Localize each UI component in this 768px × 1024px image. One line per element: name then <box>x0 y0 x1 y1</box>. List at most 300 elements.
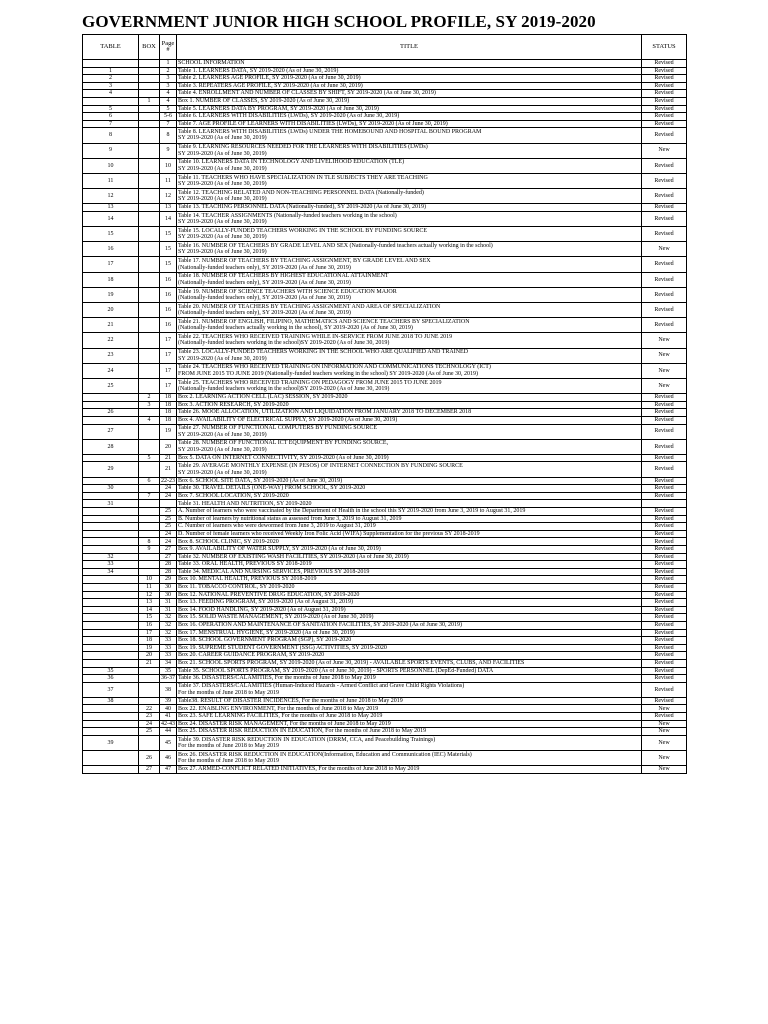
title-line: SY 2019-2020 (As of June 30, 2019) <box>178 196 267 203</box>
table-row <box>83 105 687 113</box>
cell-box-number: 10 <box>139 576 160 584</box>
cell-table-number: 10 <box>83 158 139 173</box>
table-row <box>83 158 687 173</box>
title-line: Table 10. LEARNERS DATA IN TECHNOLOGY AND LIVELIHOOD EDUCATION (TLE) <box>178 159 405 166</box>
title-line: Table 8. LEARNERS WITH DISABILITIES (LWDs) UNDER THE HOMEBOUND AND HOSPITAL BOUND PROGRAM <box>178 129 482 136</box>
table-row <box>83 462 687 477</box>
cell-status: Revised <box>642 659 687 667</box>
table-row <box>83 492 687 500</box>
cell-table-number <box>83 614 139 622</box>
cell-title <box>177 67 642 75</box>
title-line: Table 22. TEACHERS WHO RECEIVED TRAINING WHILE IN-SERVICE FROM JUNE 2018 TO JUNE 2019 <box>178 334 453 341</box>
table-row <box>83 652 687 660</box>
title-line: (Nationally-funded teachers working in the school)SY 2019-2020 (As of June 30, 2019) <box>178 386 390 393</box>
cell-status: Revised <box>642 621 687 629</box>
table-row <box>83 553 687 561</box>
title-line: Table 15. LOCALLY-FUNDED TEACHERS WORKING IN THE SCHOOL BY FUNDING SOURCE <box>178 227 428 234</box>
table-row <box>83 705 687 713</box>
cell-table-number: 29 <box>83 462 139 477</box>
cell-title <box>177 508 642 516</box>
cell-title <box>177 621 642 629</box>
cell-box-number: 3 <box>139 401 160 409</box>
cell-table-number: 7 <box>83 120 139 128</box>
cell-table-number <box>83 508 139 516</box>
cell-box-number: 12 <box>139 591 160 599</box>
cell-box-number: 20 <box>139 652 160 660</box>
table-row <box>83 67 687 75</box>
cell-title <box>177 728 642 736</box>
cell-status: Revised <box>642 318 687 333</box>
cell-box-number: 14 <box>139 606 160 614</box>
title-line: SY 2019-2020 (As of June 30, 2019) <box>178 135 267 142</box>
title-line: (Nationally-funded teachers actually working in the school), SY 2019-2020 (As of June 30, 2019) <box>178 325 413 332</box>
cell-table-number: 19 <box>83 287 139 302</box>
cell-table-number <box>83 477 139 485</box>
cell-title <box>177 90 642 98</box>
cell-page-number: 34 <box>160 659 177 667</box>
table-row <box>83 60 687 68</box>
table-row <box>83 97 687 105</box>
cell-box-number: 26 <box>139 751 160 766</box>
cell-title <box>177 189 642 204</box>
cell-box-number <box>139 697 160 705</box>
cell-box-number: 24 <box>139 720 160 728</box>
cell-status: Revised <box>642 667 687 675</box>
title-line: Table 29. AVERAGE MONTHLY EXPENSE (IN PESOS) OF INTERNET CONNECTION BY FUNDING SOURCE <box>178 463 463 470</box>
table-row <box>83 766 687 774</box>
table-row <box>83 189 687 204</box>
cell-title <box>177 614 642 622</box>
cell-box-number <box>139 363 160 378</box>
cell-table-number: 26 <box>83 409 139 417</box>
table-row <box>83 546 687 554</box>
cell-table-number: 16 <box>83 242 139 257</box>
cell-page-number: 41 <box>160 713 177 721</box>
cell-box-number: 18 <box>139 637 160 645</box>
cell-status: Revised <box>642 508 687 516</box>
title-line: Table 4. ENROLLMENT AND NUMBER OF CLASSES BY SHIFT, SY 2019-2020 (As of June 30, 2019) <box>178 90 436 97</box>
cell-page-number: 24 <box>160 530 177 538</box>
cell-title <box>177 333 642 348</box>
cell-page-number: 42-43 <box>161 720 175 727</box>
cell-status: Revised <box>642 409 687 417</box>
cell-table-number <box>83 576 139 584</box>
cell-title <box>177 720 642 728</box>
cell-box-number <box>139 553 160 561</box>
title-line: Table 37. DISASTERS/CALAMITIES (Human-Induced Hazards - Armed Conflict and Grave Child Rights Violations) <box>178 683 465 690</box>
cell-title <box>177 659 642 667</box>
cell-title <box>177 735 642 750</box>
cell-title <box>177 363 642 378</box>
table-row <box>83 621 687 629</box>
header-status: STATUS <box>642 35 687 60</box>
cell-status: Revised <box>642 128 687 143</box>
cell-status: Revised <box>642 424 687 439</box>
cell-box-number <box>139 257 160 272</box>
cell-status: Revised <box>642 546 687 554</box>
title-line: Table 13. TEACHING PERSONNEL DATA (Nationally-funded), SY 2019-2020 (As of June 30, 2019) <box>178 204 427 211</box>
table-row <box>83 523 687 531</box>
title-line: Table 9. LEARNING RESOURCES NEEDED FOR THE LEARNERS WITH DISABILITIES (LWDs) <box>178 144 428 151</box>
cell-box-number <box>139 508 160 516</box>
cell-title <box>177 705 642 713</box>
table-row <box>83 485 687 493</box>
cell-status: Revised <box>642 697 687 705</box>
cell-status: Revised <box>642 173 687 188</box>
title-line: SY 2019-2020 (As of June 30, 2019) <box>178 355 267 362</box>
cell-table-number: 23 <box>83 348 139 363</box>
cell-status: Revised <box>642 629 687 637</box>
cell-title <box>177 599 642 607</box>
table-row <box>83 333 687 348</box>
cell-title <box>177 113 642 121</box>
cell-table-number <box>83 454 139 462</box>
cell-table-number <box>83 523 139 531</box>
title-line: Table 18. NUMBER OF TEACHERS BY HIGHEST EDUCATIONAL ATTAINMENT <box>178 273 389 280</box>
cell-status: Revised <box>642 75 687 83</box>
cell-status: New <box>642 348 687 363</box>
cell-box-number: 5 <box>139 454 160 462</box>
cell-status: Revised <box>642 637 687 645</box>
cell-title <box>177 485 642 493</box>
cell-page-number: 15 <box>160 227 177 242</box>
title-line: Table 39. DISASTER RISK REDUCTION IN EDUCATION (DRRM, CCA, and Peacebuilding Trainings) <box>178 736 436 743</box>
title-line: Table 30. TRAVEL DETAILS (ONE-WAY) FROM SCHOOL, SY 2019-2020 <box>178 485 366 492</box>
cell-page-number: 33 <box>160 644 177 652</box>
title-line: Table 19. NUMBER OF SCIENCE TEACHERS WITH SCIENCE EDUCATION MAJOR <box>178 288 397 295</box>
cell-title <box>177 675 642 683</box>
cell-title <box>177 257 642 272</box>
header-title: TITLE <box>177 35 642 60</box>
table-row <box>83 697 687 705</box>
title-line: SY 2019-2020 (As of June 30, 2019) <box>178 234 267 241</box>
cell-table-number: 28 <box>83 439 139 454</box>
cell-box-number <box>139 568 160 576</box>
cell-page-number: 18 <box>160 394 177 402</box>
cell-title <box>177 454 642 462</box>
table-row <box>83 659 687 667</box>
cell-box-number <box>139 424 160 439</box>
cell-table-number: 34 <box>83 568 139 576</box>
table-row <box>83 439 687 454</box>
cell-status: New <box>642 363 687 378</box>
table-row <box>83 348 687 363</box>
cell-box-number <box>139 500 160 508</box>
cell-status: Revised <box>642 644 687 652</box>
cell-title <box>177 637 642 645</box>
cell-box-number <box>139 485 160 493</box>
cell-box-number: 9 <box>139 546 160 554</box>
table-row <box>83 667 687 675</box>
cell-table-number <box>83 713 139 721</box>
cell-table-number <box>83 394 139 402</box>
table-row <box>83 128 687 143</box>
cell-table-number: 27 <box>83 424 139 439</box>
cell-status: Revised <box>642 90 687 98</box>
cell-table-number: 21 <box>83 318 139 333</box>
title-line: Box 5. DATA ON INTERNET CONNECTIVITY, SY 2019-2020 (As of June 30, 2019) <box>178 454 389 461</box>
cell-box-number: 4 <box>139 416 160 424</box>
cell-table-number: 3 <box>83 82 139 90</box>
table-row <box>83 735 687 750</box>
table-row <box>83 515 687 523</box>
title-line: Table38. RESULT OF DISASTER INCIDENCES, For the months of June 2018 to May 2019 <box>178 697 403 704</box>
title-line: Table 6. LEARNERS WITH DISABILITIES (LWDs), SY 2019-2020 (As of June 30, 2019) <box>178 113 400 120</box>
title-line: For the months of June 2018 to May 2019 <box>178 689 279 696</box>
cell-table-number <box>83 637 139 645</box>
cell-box-number <box>139 204 160 212</box>
cell-title <box>177 143 642 158</box>
cell-page-number: 21 <box>160 462 177 477</box>
cell-status: Revised <box>642 401 687 409</box>
cell-page-number: 15 <box>160 257 177 272</box>
title-line: Box 26. DISASTER RISK REDUCTION IN EDUCATION(Information, Education and Communication (IEC) Materials) <box>178 751 472 758</box>
cell-table-number <box>83 599 139 607</box>
cell-status: Revised <box>642 568 687 576</box>
cell-title <box>177 424 642 439</box>
cell-page-number: 17 <box>160 363 177 378</box>
cell-page-number: 33 <box>160 637 177 645</box>
cell-status: New <box>642 728 687 736</box>
cell-title <box>177 394 642 402</box>
cell-status: Revised <box>642 287 687 302</box>
cell-status: Revised <box>642 553 687 561</box>
cell-page-number: 21 <box>160 454 177 462</box>
cell-table-number <box>83 720 139 728</box>
cell-box-number: 25 <box>139 728 160 736</box>
table-row <box>83 477 687 485</box>
title-line: Table 26. MOOE ALLOCATION, UTILIZATION AND LIQUIDATION FROM JANUARY 2018 TO DECEMBER 2018 <box>178 409 472 416</box>
table-row <box>83 75 687 83</box>
cell-title <box>177 303 642 318</box>
cell-box-number: 13 <box>139 599 160 607</box>
cell-status: Revised <box>642 599 687 607</box>
title-line: (Nationally-funded teachers only), SY 2019-2020 (As of June 30, 2019) <box>178 264 351 271</box>
title-line: For the months of June 2018 to May 2019 <box>178 758 279 765</box>
cell-box-number <box>139 682 160 697</box>
cell-table-number <box>83 659 139 667</box>
cell-status: Revised <box>642 583 687 591</box>
cell-page-number: 8 <box>160 128 177 143</box>
cell-page-number: 17 <box>160 378 177 393</box>
cell-status: Revised <box>642 538 687 546</box>
title-line: Table 35. SCHOOL SPORTS PROGRAM, SY 2019-2020 (As of June 30, 2019) - SPORTS PERSONNEL (DepEd-Funded) DATA <box>178 667 494 674</box>
cell-box-number <box>139 378 160 393</box>
cell-table-number: 8 <box>83 128 139 143</box>
title-line: Table 11. TEACHERS WHO HAVE SPECIALIZATION IN TLE SUBJECTS THEY ARE TEACHING <box>178 174 428 181</box>
cell-status: Revised <box>642 158 687 173</box>
title-line: Table 28. NUMBER OF FUNCTIONAL ICT EQUIPMENT BY FUNDING SOURCE, <box>178 440 389 447</box>
cell-table-number <box>83 416 139 424</box>
cell-title <box>177 378 642 393</box>
cell-box-number <box>139 105 160 113</box>
cell-status: Revised <box>642 515 687 523</box>
cell-box-number <box>139 667 160 675</box>
cell-table-number: 38 <box>83 697 139 705</box>
title-line: Table 25. TEACHERS WHO RECEIVED TRAINING ON PEDAGOGY FROM JUNE 2015 TO JUNE 2019 <box>178 379 442 386</box>
cell-box-number <box>139 211 160 226</box>
table-row <box>83 272 687 287</box>
cell-table-number: 33 <box>83 561 139 569</box>
table-row <box>83 424 687 439</box>
cell-table-number: 22 <box>83 333 139 348</box>
cell-title <box>177 644 642 652</box>
cell-title <box>177 546 642 554</box>
title-line: D. Number of female learners who received Weekly Iron Folic Acid (WIFA) Supplementation for the previous SY 2018-2019 <box>178 530 480 537</box>
table-row <box>83 614 687 622</box>
cell-page-number: 3 <box>160 82 177 90</box>
cell-status: Revised <box>642 530 687 538</box>
title-line: Box 10. MENTAL HEALTH, PREVIOUS SY 2018-2019 <box>178 576 317 583</box>
cell-box-number <box>139 523 160 531</box>
cell-status: Revised <box>642 652 687 660</box>
table-row <box>83 394 687 402</box>
title-line: Box 22. ENABLING ENVIRONMENT, For the months of June 2018 to May 2019 <box>178 705 379 712</box>
title-line: B. Number of learners by nutritional status as assessed from June 3, 2019 to August 31, 2019 <box>178 515 402 522</box>
cell-title <box>177 652 642 660</box>
cell-page-number: 1 <box>160 60 177 68</box>
title-line: Table 24. TEACHERS WHO RECEIVED TRAINING ON INFORMATION AND COMMUNICATIONS TECHNOLOGY (ICT) <box>178 364 491 371</box>
table-row <box>83 530 687 538</box>
cell-table-number: 36 <box>83 675 139 683</box>
cell-title <box>177 500 642 508</box>
cell-status: Revised <box>642 713 687 721</box>
cell-box-number <box>139 409 160 417</box>
table-row <box>83 363 687 378</box>
table-row <box>83 257 687 272</box>
cell-page-number: 18 <box>160 401 177 409</box>
cell-box-number <box>139 113 160 121</box>
title-line: Table 12. TEACHING RELATED AND NON-TEACHING PERSONNEL DATA (Nationally-funded) <box>178 189 424 196</box>
cell-status: Revised <box>642 416 687 424</box>
cell-title <box>177 606 642 614</box>
cell-status: Revised <box>642 523 687 531</box>
cell-table-number: 39 <box>83 735 139 750</box>
title-line: Table 27. NUMBER OF FUNCTIONAL COMPUTERS BY FUNDING SOURCE <box>178 425 377 432</box>
cell-box-number: 7 <box>139 492 160 500</box>
title-line: Box 6. SCHOOL SITE DATA, SY 2019-2020 (As of June 30, 2019) <box>178 477 343 484</box>
cell-status <box>642 500 687 508</box>
cell-status: New <box>642 143 687 158</box>
title-line: Table 5. LEARNERS DATA BY PROGRAM, SY 2019-2020 (As of June 30, 2019) <box>178 105 379 112</box>
cell-box-number <box>139 462 160 477</box>
table-row <box>83 599 687 607</box>
cell-box-number <box>139 189 160 204</box>
title-line: Box 11. TOBACCO CONTROL, SY 2019-2020 <box>178 584 295 591</box>
cell-table-number <box>83 538 139 546</box>
cell-page-number: 16 <box>160 287 177 302</box>
title-line: Table 23. LOCALLY-FUNDED TEACHERS WORKING IN THE SCHOOL WHO ARE QUALIFIED AND TRAINED <box>178 349 469 356</box>
cell-title <box>177 120 642 128</box>
cell-box-number <box>139 272 160 287</box>
header-box: BOX <box>139 35 160 60</box>
cell-table-number <box>83 652 139 660</box>
title-line: SY 2019-2020 (As of June 30, 2019) <box>178 218 267 225</box>
cell-page-number: 22-23 <box>161 477 175 484</box>
cell-page-number: 24 <box>160 492 177 500</box>
title-line: Table 1. LEARNERS DATA, SY 2019-2020 (As of June 30, 2019) <box>178 67 339 74</box>
cell-page-number <box>160 500 177 508</box>
title-line: Box 27. ARMED-CONFLICT RELATED INITIATIVES, For the months of June 2018 to May 2019 <box>178 766 420 773</box>
title-line: Box 18. SCHOOL GOVERNMENT PROGRAM (SGP), SY 2019-2020 <box>178 637 352 644</box>
cell-page-number: 31 <box>160 606 177 614</box>
cell-page-number: 28 <box>160 561 177 569</box>
cell-title <box>177 530 642 538</box>
title-line: Table 14. TEACHER ASSIGNMENTS (Nationally-funded teachers working in the school) <box>178 212 397 219</box>
cell-status: Revised <box>642 257 687 272</box>
cell-status: Revised <box>642 485 687 493</box>
table-row <box>83 409 687 417</box>
cell-box-number: 8 <box>139 538 160 546</box>
title-line: (Nationally-funded teachers working in the school)SY 2019-2020 (As of June 30, 2019) <box>178 340 390 347</box>
profile-table <box>82 34 687 774</box>
cell-page-number: 18 <box>160 416 177 424</box>
cell-page-number: 39 <box>160 697 177 705</box>
table-row <box>83 227 687 242</box>
cell-title <box>177 211 642 226</box>
cell-box-number: 22 <box>139 705 160 713</box>
cell-page-number: 17 <box>160 333 177 348</box>
title-line: Box 21. SCHOOL SPORTS PROGRAM, SY 2019-2020 (As of June 30, 2019) - AVAILABLE SPORTS EVENTS, CLUBS, AND FACILITIES <box>178 660 525 666</box>
cell-box-number: 2 <box>139 394 160 402</box>
cell-table-number <box>83 530 139 538</box>
cell-box-number <box>139 67 160 75</box>
cell-box-number <box>139 735 160 750</box>
cell-page-number: 33 <box>160 652 177 660</box>
cell-title <box>177 523 642 531</box>
cell-page-number: 18 <box>160 409 177 417</box>
title-line: Box 15. SOLID WASTE MANAGEMENT, SY 2019-2020 (As of June 30, 2019) <box>178 614 374 621</box>
cell-title <box>177 128 642 143</box>
cell-title <box>177 318 642 333</box>
table-row <box>83 591 687 599</box>
cell-status: Revised <box>642 462 687 477</box>
title-line: Box 19. SUPREME STUDENT GOVERNMENT (SSG) ACTIVITIES, SY 2019-2020 <box>178 644 387 651</box>
cell-title <box>177 553 642 561</box>
cell-title <box>177 576 642 584</box>
cell-page-number: 13 <box>160 204 177 212</box>
table-row <box>83 508 687 516</box>
cell-status: Revised <box>642 227 687 242</box>
cell-box-number <box>139 287 160 302</box>
table-row <box>83 90 687 98</box>
cell-box-number <box>139 530 160 538</box>
cell-status: Revised <box>642 439 687 454</box>
document-title: GOVERNMENT JUNIOR HIGH SCHOOL PROFILE, SY 2019-2020 <box>82 12 596 31</box>
cell-box-number <box>139 60 160 68</box>
cell-page-number: 25 <box>160 523 177 531</box>
title-line: C. Number of learners who were dewormed from June 3, 2019 to August 31, 2019 <box>178 523 376 530</box>
cell-status: Revised <box>642 97 687 105</box>
cell-box-number <box>139 561 160 569</box>
cell-page-number: 24 <box>160 538 177 546</box>
cell-box-number <box>139 227 160 242</box>
title-line: SY 2019-2020 (As of June 30, 2019) <box>178 165 267 172</box>
cell-title <box>177 204 642 212</box>
cell-box-number: 16 <box>139 621 160 629</box>
cell-box-number <box>139 158 160 173</box>
title-line: Table 34. MEDICAL AND NURSING SERVICES, PREVIOUS SY 2018-2019 <box>178 568 370 575</box>
title-line: Table 33. ORAL HEALTH, PREVIOUS SY 2018-2019 <box>178 561 312 568</box>
header-page: Page # <box>160 35 177 60</box>
table-row <box>83 629 687 637</box>
title-line: Box 23. SAFE LEARNING FACILITIES, For the months of June 2018 to May 2019 <box>178 713 383 720</box>
cell-title <box>177 439 642 454</box>
cell-box-number <box>139 173 160 188</box>
cell-page-number: 46 <box>160 751 177 766</box>
cell-box-number <box>139 439 160 454</box>
cell-box-number: 15 <box>139 614 160 622</box>
